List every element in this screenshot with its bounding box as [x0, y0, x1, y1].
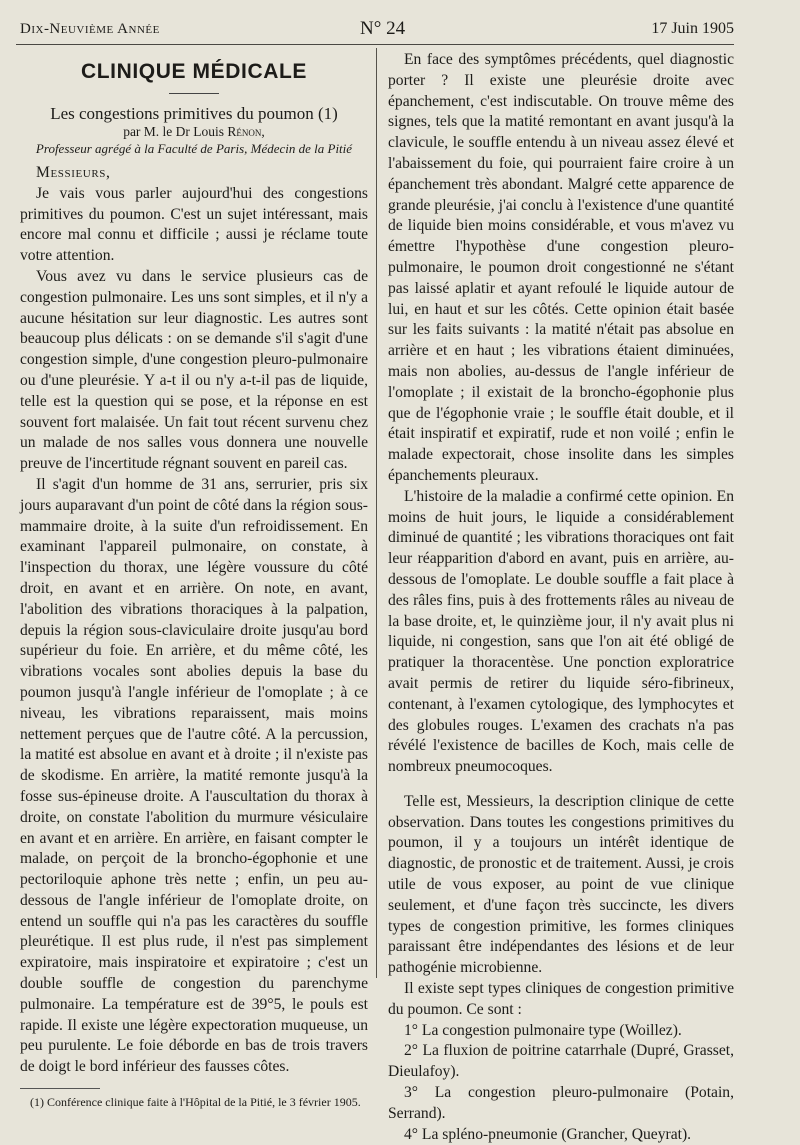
header-issue-number: N° 24: [360, 18, 406, 39]
paragraph: L'histoire de la maladie a confirmé cette opinion. En moins de huit jours, le liquide a considérablement diminué de quantité ; les vibrations thoraciques ont fait leur réapparition d'abord en avant, puis en arrière, au-dessous de l'omoplate. Le double souffle a fait place à des râles fins, puis à des frottements râles au niveau de la base droite, et, le quinzième jour, il n'y avait plus ni liquide, ni congestion, sans que l'on ait été obligé de pratiquer la thoracentèse. Une ponction exploratrice avait permis de retirer du liquide séro-fibrineux, contenant, à l'examen cytologique, des lymphocytes et des globules rouges. L'examen des crachats n'a pas révélé l'existence de bacilles de Koch, mais celle de nombreux pneumocoques.: [388, 487, 734, 776]
list-item: 2° La fluxion de poitrine catarrhale (Dupré, Grasset, Dieulafoy).: [388, 1042, 734, 1081]
paragraph: Il s'agit d'un homme de 31 ans, serrurier, pris six jours auparavant d'un point de côté dans la région sous-mammaire droite, à la suite d'un refroidissement. En examinant l'appareil pulmonaire, on constate, à l'inspection du thorax, une légère voussure du côté droit, en avant et en arrière. On note, en avant, l'abolition des vibrations thoraciques à la palpation, depuis la région sous-claviculaire droite jusqu'au bord supérieur du foie. En arrière, et du même côté, les vibrations vocales sont abolies depuis la base du poumon jusqu'à l'angle inférieur de l'omoplate ; à ce niveau, les vibrations reparaissent, mais moins nettement perçues que de l'autre côté. A la percussion, la matité est absolue en avant et à droite ; il n'existe pas de skodisme. En arrière, la matité remonte jusqu'à la fosse sus-épineuse droite. A l'auscultation du thorax à droite, on constate l'abolition du murmure vésiculaire en avant et en arrière. En arrière, en faisant compter le malade, on perçoit de la broncho-égophonie et une pectoriloquie aphone très nette ; enfin, un peu au-dessous de l'angle inférieur de l'omoplate droite, on entend un souffle qui n'a pas les caractères du souffle pleurétique. Il est plus rude, il n'est pas simplement expiratoire, mais inspiratoire et expiratoire ; c'est un double souffle de congestion du parenchyme pulmonaire. La température est de 39°5, le pouls est rapide. Il existe une légère expectoration muqueuse, un peu purulente. Le foie déborde en bas de trois travers de doigt le bord inférieur des fausses côtes.: [20, 475, 368, 1076]
list-item: 4° La spléno-pneumonie (Grancher, Queyrat).: [404, 1125, 692, 1143]
list-item: 3° La congestion pleuro-pulmonaire (Potain, Serrand).: [388, 1084, 734, 1122]
page-header: [20, 18, 734, 44]
paragraph: Telle est, Messieurs, la description clinique de cette observation. Dans toutes les congestions primitives du poumon, il y a toujours un intérêt identique de diagnostic, de pronostic et de traitement. Aussi, je crois utile de vous exposer, au point de vue clinique seulement, et d'une façon très succincte, les divers types de congestion primitive, les formes cliniques paraissant être indépendantes des lésions et de leur pathogénie microbienne.: [388, 792, 734, 977]
right-column: [388, 50, 734, 1145]
author-affiliation: Professeur agrégé à la Faculté de Paris, Médecin de la Pitié: [35, 141, 353, 156]
paragraph: En face des symptômes précédents, quel diagnostic porter ? Il existe une pleurésie droite avec épanchement, c'est indiscutable. On trouve même des signes, tels que la matité remontant en avant jusqu'à la clavicule, le souffle entendu à un niveau assez élevé et l'abaissement du foie, qui pourraient faire croire à un épanchement très abondant. Malgré cette apparence de grande pleurésie, j'ai conclu à l'existence d'une quantité de liquide bien moins considérable, et vous m'avez vu émettre l'hypothèse d'une congestion pleuro-pulmonaire, le poumon droit congestionné ne s'étant pas laissé aplatir et ayant refoulé le liquide autour de lui, en haut et sur les côtés. Cette opinion était basée sur les faits suivants : la matité n'était pas absolue en arrière et en haut ; les vibrations étaient diminuées, mais non abolies, au-dessus de l'angle inférieur de l'omoplate ; il existait de la broncho-égophonie plus que de l'égophonie vraie ; le souffle était double, et il était inspiratif et expiratif, rude et non voilé ; enfin le malade expectorait, chose insolite dans les simples épanchements pleuraux.: [388, 51, 734, 484]
footnote-rule: [20, 1088, 100, 1089]
paragraph: Il existe sept types cliniques de congestion primitive du poumon. Ce sont :: [388, 980, 734, 1018]
title-rule: [169, 93, 219, 94]
article-title: Les congestions primitives du poumon (1): [50, 104, 338, 123]
author-name: Rénon,: [227, 124, 265, 139]
header-rule: [16, 44, 734, 45]
header-date: 17 Juin 1905: [651, 20, 734, 37]
left-column: [20, 50, 368, 1109]
paragraph: Vous avez vu dans le service plusieurs cas de congestion pulmonaire. Les uns sont simples, et il n'y a aucune hésitation sur leur diagnostic. Les autres sont beaucoup plus délicats : on se demande s'il s'agit d'une congestion simple, d'une congestion pleuro-pulmonaire ou d'une pleurésie. Y a-t il ou n'y a-t-il pas de liquide, telle est la question qui se pose, et la réponse en est souvent fort malaisée. Un fait tout récent survenu chez un malade de nos salles vous donnera une nouvelle preuve de l'incertitude régnant souvent en pareil cas.: [20, 267, 368, 473]
header-volume: Dix-Neuvième Année: [20, 21, 160, 37]
footnote: (1) Conférence clinique faite à l'Hôpital de la Pitié, le 3 février 1905.: [30, 1095, 361, 1110]
byline: [20, 124, 368, 140]
paragraph: Je vais vous parler aujourd'hui des congestions primitives du poumon. C'est un sujet intéressant, mais encore mal connu et difficile ; aussi je réclame toute votre attention.: [20, 184, 368, 265]
list-item: 1° La congestion pulmonaire type (Woillez).: [404, 1021, 682, 1039]
byline-prefix: par M. le Dr Louis: [123, 124, 225, 139]
salutation: Messieurs,: [36, 164, 111, 181]
section-title: CLINIQUE MÉDICALE: [80, 60, 308, 83]
column-divider: [376, 48, 377, 978]
